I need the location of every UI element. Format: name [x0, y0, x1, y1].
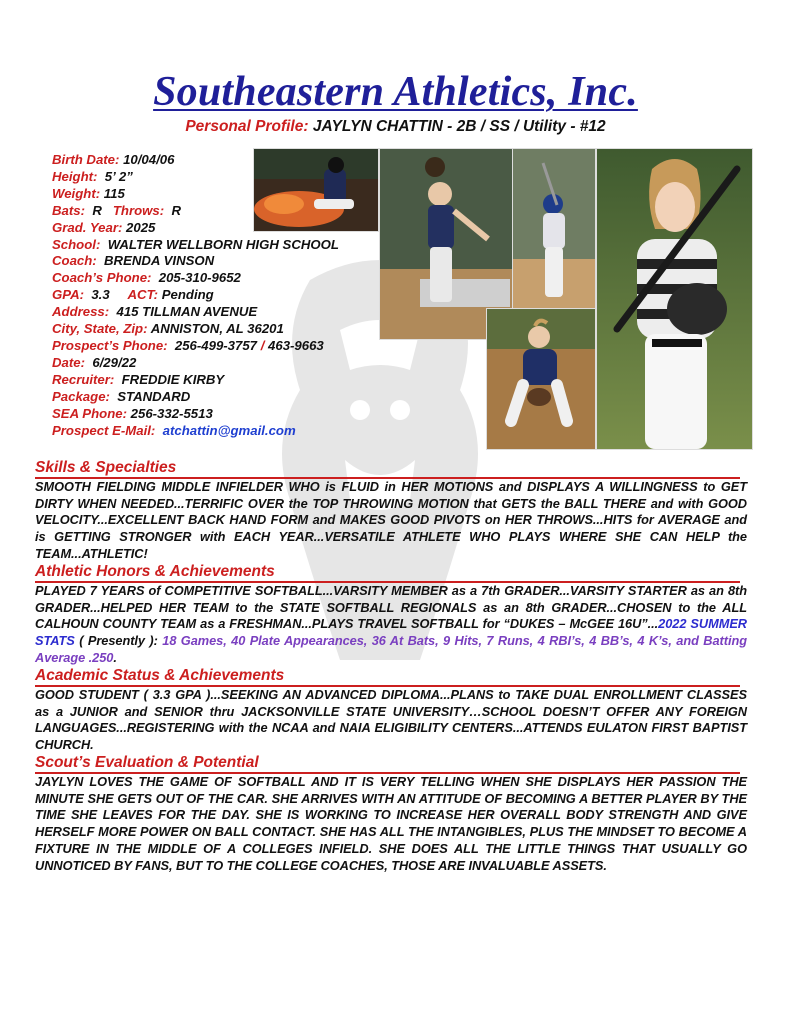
info-grad-year: Grad. Year: 2025 [52, 219, 156, 235]
academic-heading: Academic Status & Achievements [35, 668, 740, 687]
photo-fielding [486, 308, 596, 450]
company-title: Southeastern Athletics, Inc. [153, 69, 638, 115]
info-height: Height: 5’ 2” [52, 168, 133, 184]
info-gpa-act: GPA: 3.3 ACT: Pending [52, 287, 214, 303]
info-address: Address: 415 TILLMAN AVENUE [52, 304, 258, 320]
info-birth-date: Birth Date: 10/04/06 [52, 152, 175, 167]
info-date: Date: 6/29/22 [52, 354, 137, 370]
profile-line [0, 118, 791, 136]
photo-portrait [596, 148, 753, 450]
scout-heading: Scout’s Evaluation & Potential [35, 755, 740, 774]
info-recruiter: Recruiter: FREDDIE KIRBY [52, 371, 225, 387]
info-bats-throws: Bats: R Throws: R [52, 202, 181, 218]
skills-heading: Skills & Specialties [35, 460, 740, 479]
honors-heading: Athletic Honors & Achievements [35, 564, 740, 583]
photo-slide [253, 148, 379, 232]
email-link[interactable]: atchattin@gmail.com [162, 422, 296, 438]
info-city-state-zip: City, State, Zip: ANNISTON, AL 36201 [52, 321, 284, 337]
info-weight: Weight: 115 [52, 185, 125, 201]
skills-text: SMOOTH FIELDING MIDDLE INFIELDER WHO is FLUID in HER MOTIONS and DISPLAYS A WILLINGNESS to GET DIRTY WHEN NEEDED...TERRIFIC OVER the TOP THROWING MOTION that GETS the BALL THERE and with GOOD VELOCITY...EXCELLENT BACK HAND FORM and MAKES GOOD PIVOTS on HER THROWS...HITS for AVERAGE and is GETTING STRONGER with EACH YEAR...VERSATILE ATHLETE WHO PLAYS WHERE SHE CAN HELP the TEAM...ATHLETIC! [35, 479, 747, 561]
honors-text: PLAYED 7 YEARS of COMPETITIVE SOFTBALL...VARSITY MEMBER as a 7th GRADER...VARSITY STARTER as an 8th GRADER...HELPED HER TEAM to the STATE SOFTBALL REGIONALS as an 8th GRADER...CHOSEN to the ALL CALHOUN COUNTY TEAM as a FRESHMAN...PLAYS TRAVEL SOFTBALL for “DUKES – McGEE 16U”...2022 SUMMER STATS ( Presently ): 18 Games, 40 Plate Appearances, 36 At Bats, 9 Hits, 7 Runs, 4 RBI’s, 4 BB’s, 4 K’s, and Batting Average .250. [35, 583, 747, 665]
info-email: Prospect E-Mail: atchattin@gmail.com [52, 422, 296, 438]
info-sea-phone: SEA Phone: 256-332-5513 [52, 405, 213, 421]
profile-label: Personal Profile: [185, 118, 309, 135]
academic-text: GOOD STUDENT ( 3.3 GPA )...SEEKING AN ADVANCED DIPLOMA...PLANS to TAKE DUAL ENROLLMENT CLASSES as a JUNIOR and SENIOR thru JACKSONVILLE STATE UNIVERSITY…SCHOOL DOESN’T OFFER ANY FOREIGN LANGUAGES...REGISTERING with the NCAA and NAIA ELIGIBILITY CENTERS...ATTENDS EULATON FIRST BAPTIST CHURCH. [35, 687, 747, 753]
summer-stats-label: 2022 SUMMER STATS [35, 616, 747, 649]
info-prospect-phone: Prospect’s Phone: 256-499-3757 / 463-9663 [52, 337, 324, 353]
scout-text: JAYLYN LOVES THE GAME OF SOFTBALL AND IT IS VERY TELLING WHEN SHE DISPLAYS HER PASSION THE MINUTE SHE GETS OUT OF THE CAR. SHE ARRIVES WITH AN ATTITUDE OF BECOMING A BETTER PLAYER BY THE TIME SHE LEAVES FOR THE DAY. SHE IS WORKING TO INCREASE HER OVERALL BODY STRENGTH AND GIVE HERSELF MORE POWER ON BALL CONTACT. SHE HAS ALL THE INTANGIBLES, PLUS THE MINDSET TO BECOME A FIXTURE IN THE MIDDLE OF A COLLEGES INFIELD. SHE DOES ALL THE LITTLE THINGS THAT USUALLY GO UNNOTICED BY FANS, BUT TO THE COLLEGE COACHES, THOSE ARE INVALUABLE ASSETS. [35, 774, 747, 873]
info-package: Package: STANDARD [52, 388, 191, 404]
info-coach: Coach: BRENDA VINSON [52, 253, 215, 269]
info-school: School: WALTER WELLBORN HIGH SCHOOL [52, 236, 339, 252]
summer-stats-values: 18 Games, 40 Plate Appearances, 36 At Bats, 9 Hits, 7 Runs, 4 RBI’s, 4 BB’s, 4 K’s, and Batting Average .250 [35, 633, 747, 665]
profile-value: JAYLYN CHATTIN - 2B / SS / Utility - #12 [312, 118, 606, 135]
info-coach-phone: Coach’s Phone: 205-310-9652 [52, 270, 241, 286]
